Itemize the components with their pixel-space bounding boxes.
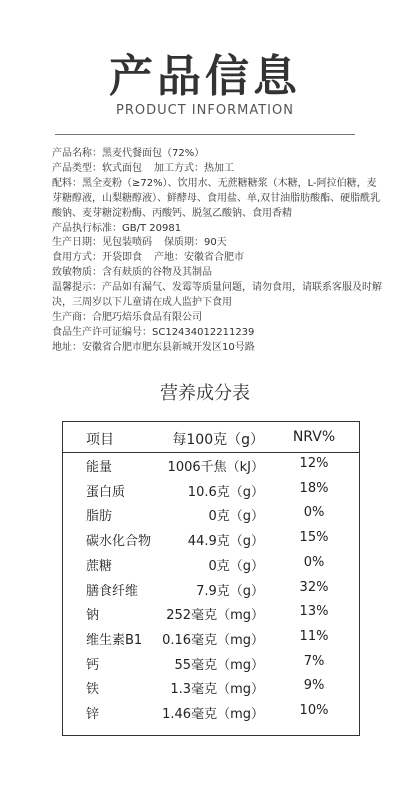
table-row bbox=[63, 527, 359, 551]
product-type: 产品类型：软式面包 bbox=[52, 162, 142, 174]
nutrient-name: 钠 bbox=[86, 608, 100, 624]
table-row bbox=[63, 577, 359, 601]
product-standard: 产品执行标准：GB/T 20981 bbox=[52, 222, 182, 234]
date-row bbox=[52, 236, 382, 251]
nutrient-amount: 55毫克（mg） bbox=[174, 657, 264, 673]
usage-method: 食用方式：开袋即食 bbox=[52, 252, 142, 264]
ingredients: 配料：黑全麦粉（≥72%）、饮用水、无蔗糖糖浆（木糖，L-阿拉伯糖，麦芽糖醇液，山梨糖醇液）、鲜酵母、食用盐、单,双甘油脂肪酸酯、硬脂酰乳酸钠、麦芽糖淀粉酶、丙酸钙、脱氢乙酸钠、食用香精 bbox=[52, 177, 381, 219]
shelf-life: 保质期：90天 bbox=[164, 237, 227, 249]
product-name: 产品名称：黑麦代餐面包（72%） bbox=[52, 148, 205, 159]
nutrient-amount: 0.16毫克（mg） bbox=[162, 632, 264, 648]
nutrient-nrv: 15% bbox=[299, 530, 329, 546]
nutrient-amount: 44.9克（g） bbox=[187, 534, 264, 550]
nutrient-nrv: 0% bbox=[303, 505, 325, 521]
process-method: 加工方式：热加工 bbox=[154, 162, 234, 174]
nutrient-amount: 0克（g） bbox=[208, 558, 264, 574]
nutrient-nrv: 18% bbox=[299, 480, 329, 496]
manufacturer: 生产商：合肥巧焙乐食品有限公司 bbox=[52, 311, 202, 323]
nutrient-name: 碳水化合物 bbox=[86, 534, 152, 550]
nutrient-name: 能量 bbox=[86, 460, 113, 475]
nutrient-nrv: 0% bbox=[303, 554, 325, 570]
allergen: 致敏物质：含有麸质的谷物及其制品 bbox=[52, 267, 212, 279]
nutrient-nrv: 32% bbox=[299, 579, 329, 595]
product-type-row bbox=[52, 162, 382, 177]
nutrient-nrv: 12% bbox=[299, 456, 329, 471]
table-row bbox=[63, 453, 359, 477]
nutrition-table bbox=[62, 421, 360, 736]
nutrient-name: 脂肪 bbox=[86, 509, 113, 525]
nutrient-nrv: 11% bbox=[299, 628, 329, 644]
header-item: 项目 bbox=[86, 432, 114, 448]
page-subtitle: PRODUCT INFORMATION bbox=[116, 103, 294, 118]
nutrient-name: 钙 bbox=[86, 657, 100, 673]
nutrient-amount: 1.3毫克（mg） bbox=[170, 682, 264, 698]
divider bbox=[55, 134, 355, 135]
warning: 温馨提示：产品如有漏气、发霉等质量问题，请勿食用，请联系客服及时解决，三周岁以下儿童请在成人监护下食用 bbox=[52, 282, 382, 309]
address: 地址：安徽省合肥市肥东县新城开发区10号路 bbox=[52, 341, 255, 353]
header-nrv: NRV% bbox=[292, 429, 336, 445]
nutrient-name: 铁 bbox=[86, 682, 100, 698]
nutrient-nrv: 9% bbox=[303, 678, 325, 694]
table-row bbox=[63, 626, 359, 650]
production-date: 生产日期：见包装喷码 bbox=[52, 237, 152, 249]
nutrient-name: 蔗糖 bbox=[86, 558, 113, 574]
nutrient-name: 膳食纤维 bbox=[86, 583, 139, 599]
page-title: 产品信息 bbox=[109, 51, 301, 102]
nutrient-nrv: 13% bbox=[299, 604, 329, 620]
nutrient-name: 锌 bbox=[86, 707, 100, 722]
nutrient-amount: 1006千焦（kJ） bbox=[167, 460, 264, 475]
nutrient-nrv: 7% bbox=[303, 653, 325, 669]
table-header bbox=[63, 422, 359, 453]
product-info bbox=[52, 147, 382, 356]
table-row bbox=[63, 675, 359, 699]
license-number: 食品生产许可证编号：SC12434012211239 bbox=[52, 326, 255, 338]
table-row bbox=[63, 651, 359, 675]
nutrient-amount: 7.9克（g） bbox=[196, 583, 264, 599]
nutrient-nrv: 10% bbox=[299, 703, 329, 718]
table-row bbox=[63, 502, 359, 526]
nutrient-amount: 0克（g） bbox=[208, 509, 264, 525]
table-row bbox=[63, 601, 359, 625]
table-row bbox=[63, 552, 359, 576]
nutrient-amount: 252毫克（mg） bbox=[166, 608, 264, 624]
nutrient-name: 蛋白质 bbox=[86, 484, 126, 500]
nutrient-amount: 1.46毫克（mg） bbox=[162, 707, 264, 722]
header-per-100g: 每100克（g） bbox=[172, 432, 264, 448]
nutrient-name: 维生素B1 bbox=[86, 632, 143, 648]
origin: 产地：安徽省合肥市 bbox=[154, 252, 244, 264]
nutrition-title: 营养成分表 bbox=[160, 383, 250, 404]
table-row bbox=[63, 478, 359, 502]
usage-row bbox=[52, 251, 382, 266]
nutrient-amount: 10.6克（g） bbox=[187, 484, 264, 500]
table-row bbox=[63, 700, 359, 724]
